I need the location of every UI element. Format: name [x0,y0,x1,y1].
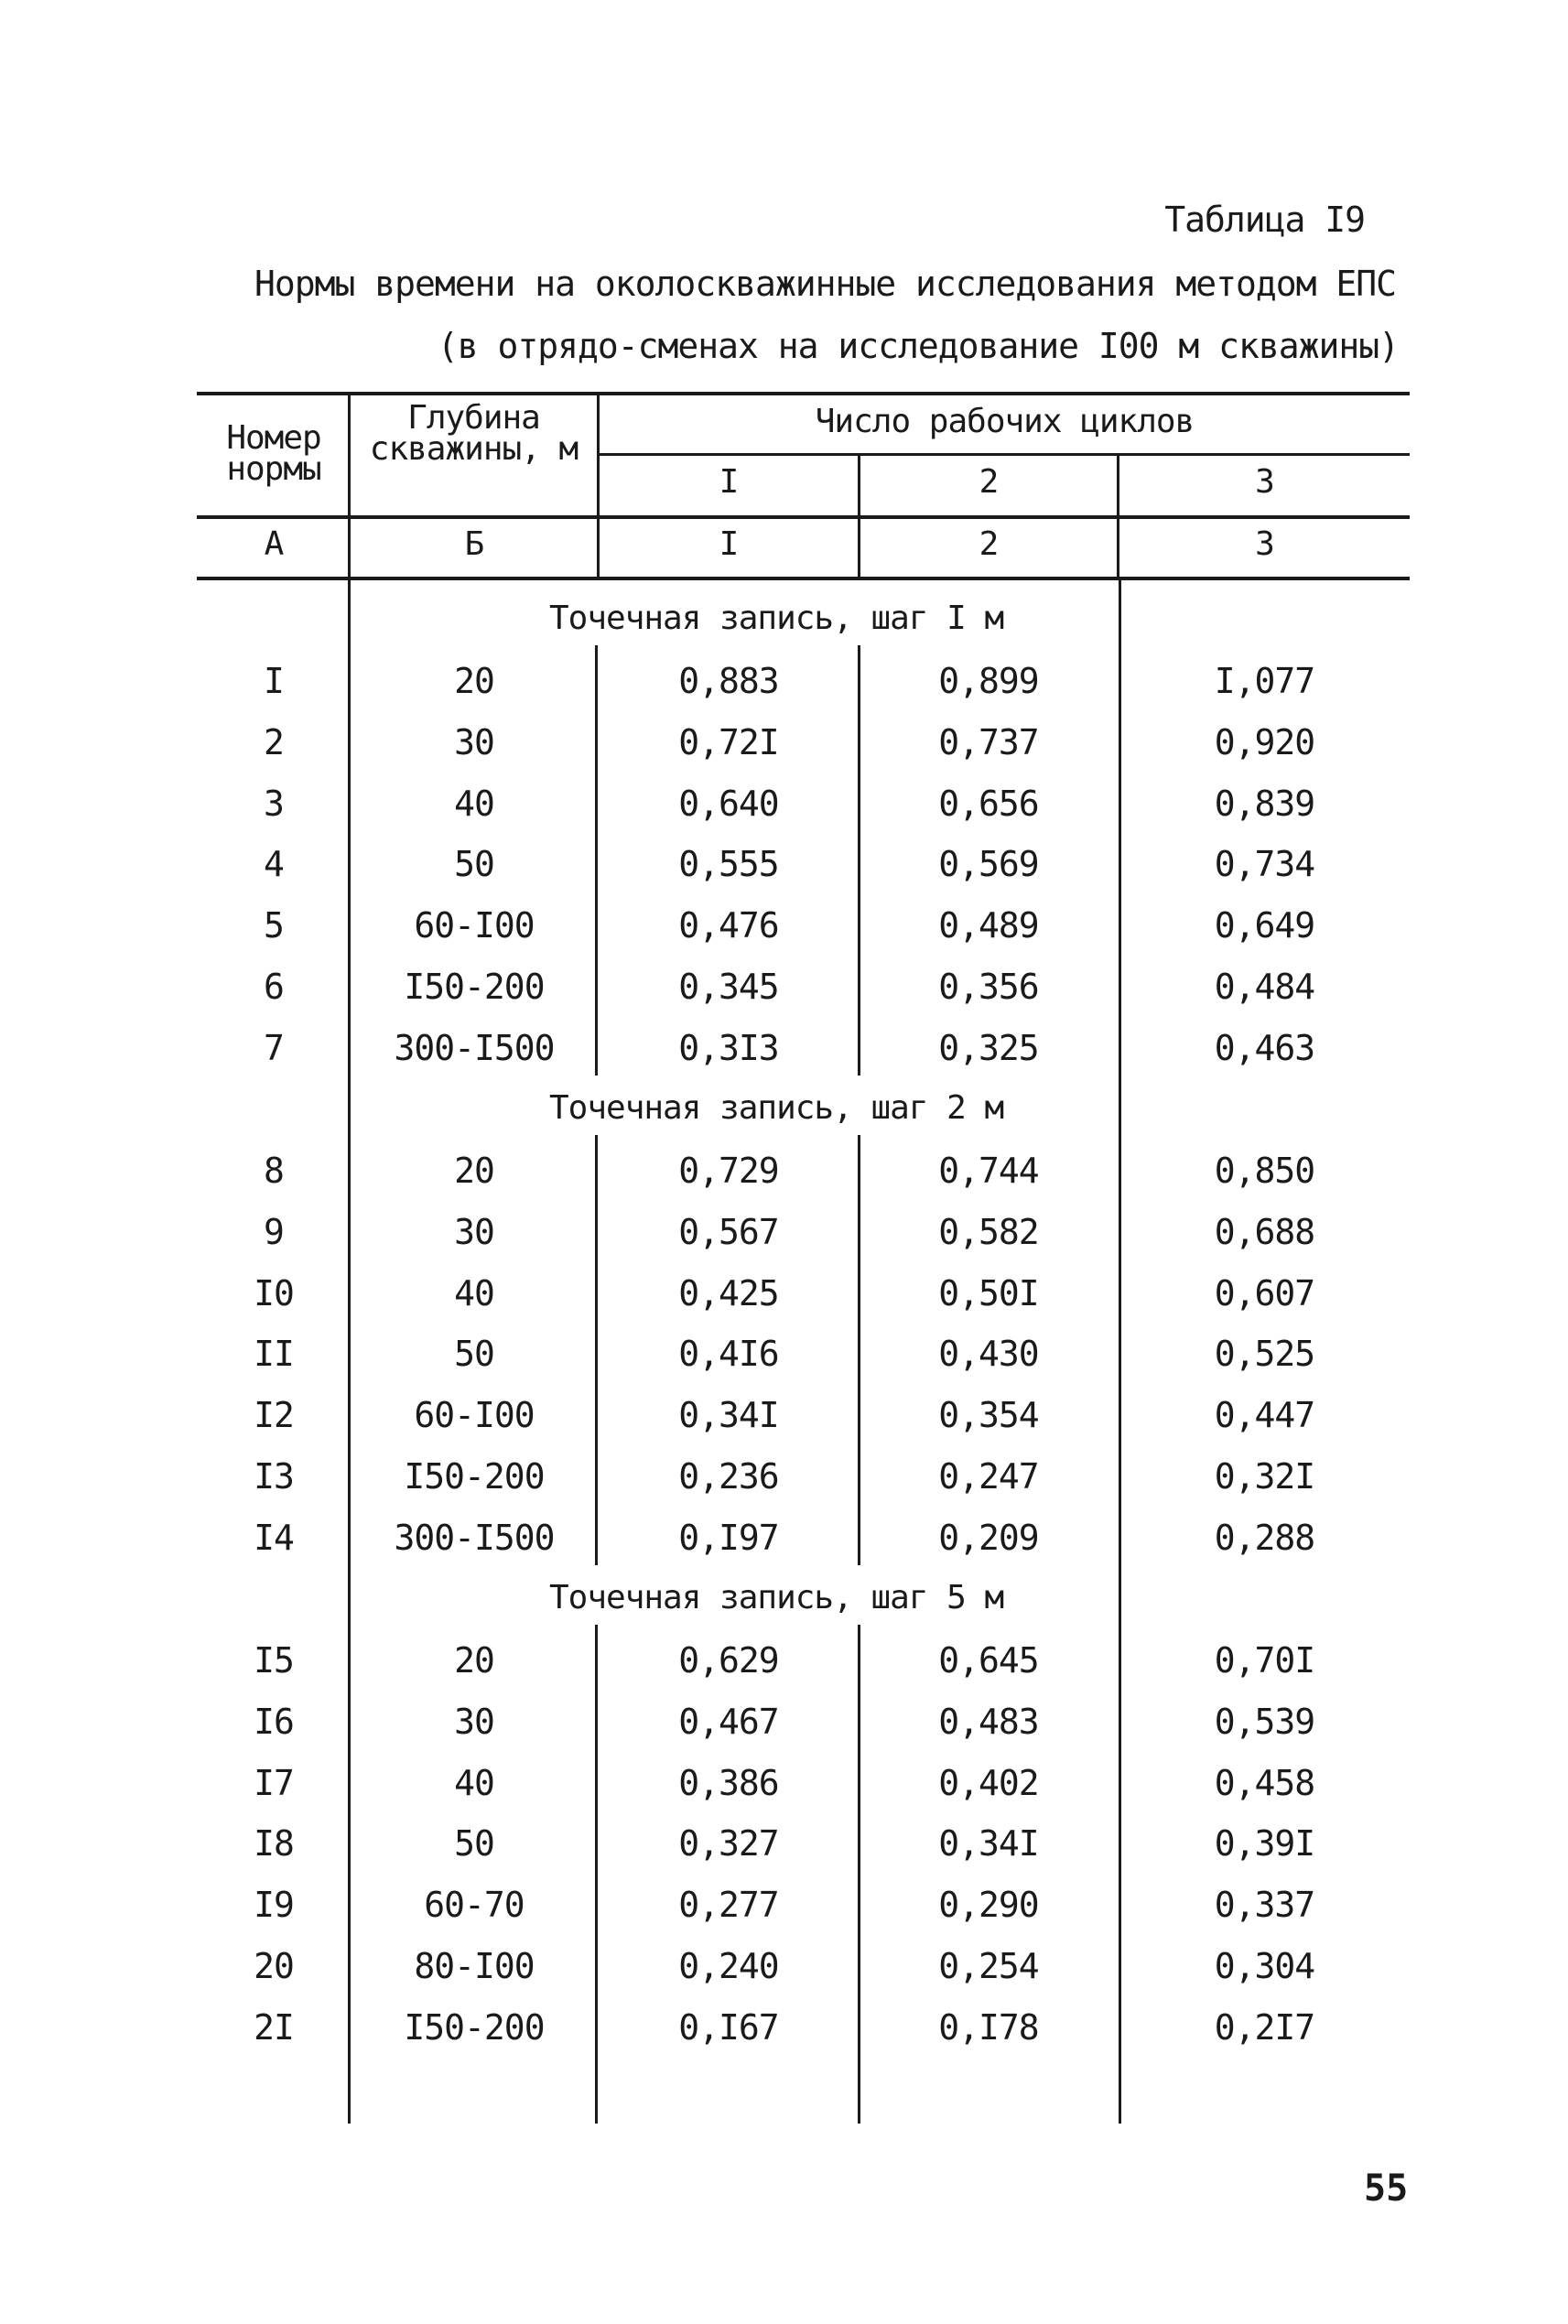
header-cycles: Число рабочих циклов [815,403,1195,440]
table-cell: 0,640 [678,784,779,824]
table-cell: 0,607 [1214,1273,1315,1313]
table-cell: 0,582 [938,1212,1039,1252]
table-cell: 0,458 [1214,1763,1315,1803]
table-cell: 300-I500 [394,1518,555,1558]
table-cell: I50-200 [404,2007,545,2048]
table-cell: 0,236 [678,1456,779,1497]
table-cell: I8 [254,1823,294,1864]
table-cell: 0,4I6 [678,1334,779,1374]
table-cell: 20 [454,1640,494,1681]
table-cell: 0,72I [678,722,779,762]
table-cell: 40 [454,1763,494,1803]
table-cell: 0,483 [938,1702,1039,1742]
table-cell: I,077 [1214,661,1315,701]
table-cell: I6 [254,1702,294,1742]
table-cell: 0,50I [938,1273,1039,1313]
table-cell: 3 [264,784,284,824]
table-cell: 0,737 [938,722,1039,762]
table-cell: 0,2I7 [1214,2007,1315,2048]
table-cell: 0,656 [938,784,1039,824]
table-cell: 0,304 [1214,1946,1315,1986]
body-col-divider [858,1625,860,2124]
table-cell: 7 [264,1028,284,1068]
table-cell: 0,34I [678,1395,779,1435]
header-cycle-2: 2 [979,463,999,501]
table-cell: 5 [264,905,284,946]
table-cell: 60-I00 [414,1395,535,1435]
table-cell: 0,I78 [938,2007,1039,2048]
table-cell: 0,247 [938,1456,1039,1497]
column-letter: 2 [979,525,999,563]
table-cell: 40 [454,784,494,824]
table-cell: 0,277 [678,1885,779,1925]
table-cell: 60-70 [424,1885,524,1925]
table-cell: 50 [454,1334,494,1374]
table-cell: 0,467 [678,1702,779,1742]
table-cell: 20 [454,661,494,701]
column-letter: Б [464,525,484,563]
table-cell: 80-I00 [414,1946,535,1986]
table-cell: 6 [264,967,284,1007]
table-cell: I3 [254,1456,294,1497]
table-cell: 0,476 [678,905,779,946]
table-cell: 0,34I [938,1823,1039,1864]
table-cell: 0,555 [678,844,779,884]
section-title: Точечная запись, шаг 5 м [549,1579,1004,1616]
table-cell: 0,32I [1214,1456,1315,1497]
table-cell: 0,327 [678,1823,779,1864]
table-title: Нормы времени на околоскважинные исследования методом ЕПС [254,264,1397,304]
letter-row-bottom-rule [197,577,1410,580]
table-cell: 0,288 [1214,1518,1315,1558]
table-cell: I7 [254,1763,294,1803]
table-cell: 40 [454,1273,494,1313]
header-bottom-rule [197,515,1410,519]
table-cell: 0,290 [938,1885,1039,1925]
section-title: Точечная запись, шаг I м [549,600,1004,637]
header-cycle-1: I [719,463,739,501]
table-cell: 0,645 [938,1640,1039,1681]
table-cell: 0,I67 [678,2007,779,2048]
table-cell: 0,883 [678,661,779,701]
table-cell: 50 [454,1823,494,1864]
table-cell: 0,729 [678,1151,779,1191]
page-number: 55 [1364,2167,1409,2210]
table-cell: 30 [454,722,494,762]
table-cell: 0,850 [1214,1151,1315,1191]
table-cell: 0,649 [1214,905,1315,946]
table-cell: 4 [264,844,284,884]
table-cell: II [254,1334,294,1374]
table-cell: 0,734 [1214,844,1315,884]
table-cell: 0,569 [938,844,1039,884]
table-cell: 0,I97 [678,1518,779,1558]
table-cell: 0,356 [938,967,1039,1007]
table-cell: 0,402 [938,1763,1039,1803]
table-cell: 0,430 [938,1334,1039,1374]
table-cell: 30 [454,1212,494,1252]
cycles-subheader-rule [600,453,1410,456]
table-cell: 0,489 [938,905,1039,946]
column-letter: А [264,525,284,563]
table-cell: 0,39I [1214,1823,1315,1864]
table-cell: I2 [254,1395,294,1435]
table-cell: I50-200 [404,1456,545,1497]
table-cell: 8 [264,1151,284,1191]
table-cell: 0,920 [1214,722,1315,762]
table-cell: 50 [454,844,494,884]
table-cell: 20 [254,1946,294,1986]
units-note: (в отрядо-сменах на исследование I00 м скважины) [437,326,1399,366]
table-cell: 0,70I [1214,1640,1315,1681]
section-title: Точечная запись, шаг 2 м [549,1089,1004,1127]
column-letter: I [719,525,739,563]
table-cell: 2I [254,2007,294,2048]
table-cell: 0,899 [938,661,1039,701]
top-rule [197,392,1410,395]
table-label: Таблица I9 [1164,200,1365,240]
table-cell: 30 [454,1702,494,1742]
table-cell: 0,345 [678,967,779,1007]
table-cell: 0,425 [678,1273,779,1313]
table-cell: I4 [254,1518,294,1558]
table-cell: 0,325 [938,1028,1039,1068]
table-cell: I9 [254,1885,294,1925]
table-cell: 0,337 [1214,1885,1315,1925]
table-cell: 0,447 [1214,1395,1315,1435]
table-cell: 60-I00 [414,905,535,946]
header-norm-number: Номер нормы [226,419,321,488]
table-cell: I5 [254,1640,294,1681]
table-cell: 0,688 [1214,1212,1315,1252]
table-cell: 0,629 [678,1640,779,1681]
table-cell: 0,3I3 [678,1028,779,1068]
table-cell: I0 [254,1273,294,1313]
table-cell: 0,484 [1214,967,1315,1007]
table-cell: 0,354 [938,1395,1039,1435]
body-col-divider [595,1625,598,2124]
table-cell: 2 [264,722,284,762]
table-cell: 0,567 [678,1212,779,1252]
table-cell: 0,254 [938,1946,1039,1986]
column-letter: 3 [1255,525,1274,563]
table-cell: 20 [454,1151,494,1191]
header-depth: Глубина скважины, м [369,399,579,468]
table-cell: 0,744 [938,1151,1039,1191]
table-cell: 300-I500 [394,1028,555,1068]
table-cell: 0,525 [1214,1334,1315,1374]
header-cycle-3: 3 [1255,463,1274,501]
table-cell: 0,539 [1214,1702,1315,1742]
table-cell: 0,209 [938,1518,1039,1558]
table-cell: 9 [264,1212,284,1252]
table-cell: 0,240 [678,1946,779,1986]
table-cell: I50-200 [404,967,545,1007]
table-cell: 0,463 [1214,1028,1315,1068]
table-cell: I [264,661,284,701]
table-cell: 0,839 [1214,784,1315,824]
table-cell: 0,386 [678,1763,779,1803]
